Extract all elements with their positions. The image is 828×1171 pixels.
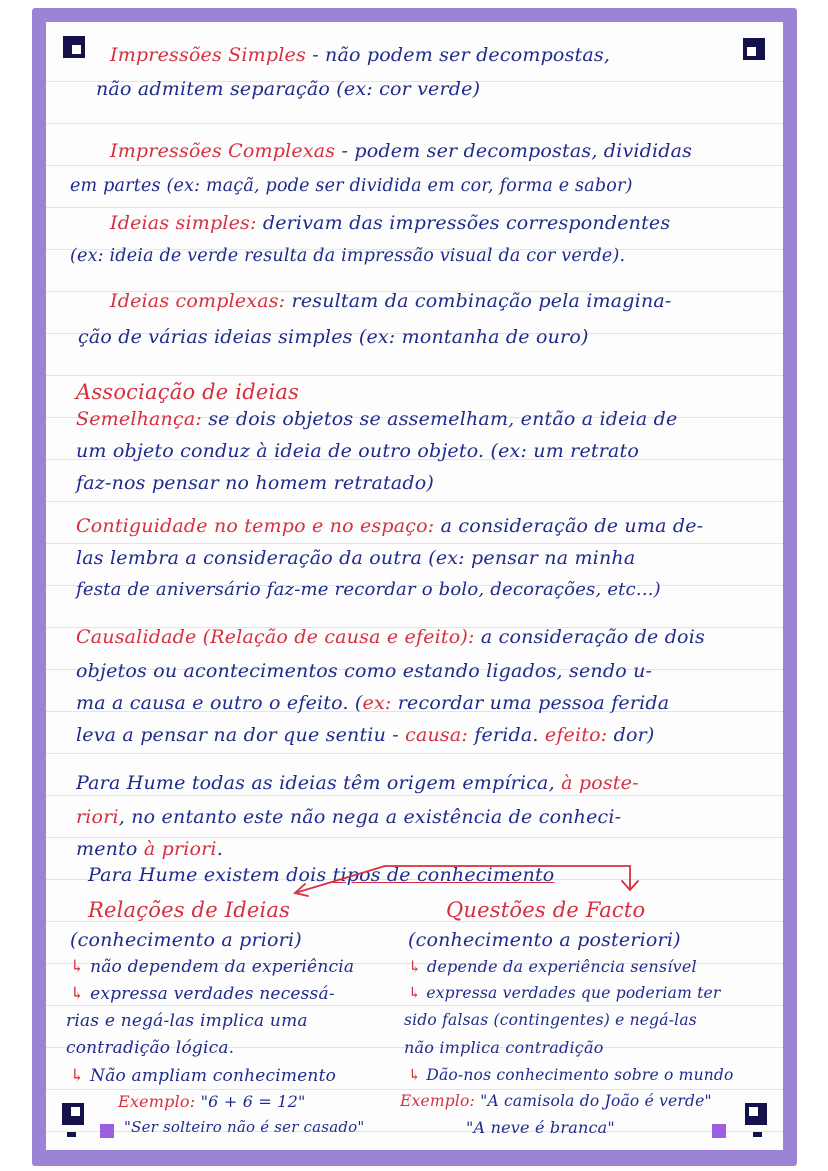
contiguidade-line-2: las lembra a consideração da outra (ex: pensar na minha bbox=[76, 547, 636, 569]
text: Dão-nos conhecimento sobre o mundo bbox=[426, 1066, 734, 1084]
impressoes-complexas-line-2: em partes (ex: maçã, pode ser dividida em cor, forma e sabor) bbox=[70, 176, 633, 196]
text: a consideração de dois bbox=[480, 626, 705, 648]
text: recordar uma pessoa ferida bbox=[391, 692, 670, 714]
text: "6 + 6 = 12" bbox=[200, 1092, 306, 1111]
questoes-example-2: "A neve é branca" bbox=[466, 1118, 615, 1137]
ideias-complexas-line-2: ção de várias ideias simples (ex: montanha de ouro) bbox=[78, 326, 589, 348]
text: , no entanto este não nega a existência de conheci- bbox=[118, 806, 622, 828]
questoes-bullet-2-cont: sido falsas (contingentes) e negá-las bbox=[404, 1011, 697, 1029]
semelhanca-line-3: faz-nos pensar no homem retratado) bbox=[76, 472, 434, 494]
heading-ideias-simples: Ideias simples: bbox=[110, 212, 257, 234]
causalidade-line-2: objetos ou acontecimentos como estando ligados, sendo u- bbox=[76, 660, 653, 682]
semelhanca-line-2: um objeto conduz à ideia de outro objeto. (ex: um retrato bbox=[76, 440, 640, 462]
relacoes-bullet-2-cont: rias e negá-las implica uma bbox=[66, 1011, 308, 1031]
causa-label: causa: bbox=[405, 724, 469, 746]
text: expressa verdades que poderiam ter bbox=[426, 984, 721, 1002]
text: resultam da combinação pela imagina- bbox=[291, 290, 672, 312]
text: Não ampliam conhecimento bbox=[90, 1066, 337, 1086]
heading-contiguidade: Contiguidade no tempo e no espaço: bbox=[76, 515, 435, 537]
relacoes-bullet-2-cont2: contradição lógica. bbox=[66, 1038, 235, 1058]
text: - não podem ser decompostas, bbox=[312, 44, 611, 66]
exemplo-label: Exemplo: bbox=[400, 1092, 475, 1110]
heading-semelhanca: Semelhança: bbox=[76, 408, 202, 430]
text: a consideração de uma de- bbox=[440, 515, 704, 537]
exemplo-label: Exemplo: bbox=[118, 1092, 196, 1111]
text: se dois objetos se assemelham, então a ideia de bbox=[208, 408, 678, 430]
relacoes-bullet-2 bbox=[70, 984, 335, 1004]
arrow-bullet-icon: ↳ bbox=[70, 957, 85, 977]
a-priori-term: à priori bbox=[143, 838, 217, 860]
text: . bbox=[216, 838, 223, 860]
text: ferida. bbox=[468, 724, 545, 746]
arrow-bullet-icon: ↳ bbox=[70, 1066, 85, 1086]
questoes-bullet-1 bbox=[408, 957, 697, 976]
text: mento bbox=[76, 838, 144, 860]
heading-ideias-complexas: Ideias complexas: bbox=[110, 290, 286, 312]
relacoes-subtitle: (conhecimento a priori) bbox=[70, 929, 302, 951]
text: Para Hume todas as ideias têm origem empírica, bbox=[76, 772, 562, 794]
relacoes-example-1 bbox=[118, 1092, 306, 1111]
efeito-label: efeito: bbox=[544, 724, 608, 746]
contiguidade-line-3: festa de aniversário faz-me recordar o bolo, decorações, etc...) bbox=[76, 579, 661, 600]
arrow-bullet-icon: ↳ bbox=[70, 984, 85, 1004]
arrow-bullet-icon: ↳ bbox=[408, 957, 422, 976]
text: depende da experiência sensível bbox=[426, 957, 697, 976]
arrow-bullet-icon: ↳ bbox=[408, 1066, 422, 1084]
text: ma a causa e outro o efeito. ( bbox=[76, 692, 363, 714]
arrow-bullet-icon: ↳ bbox=[408, 984, 422, 1002]
questoes-subtitle: (conhecimento a posteriori) bbox=[408, 929, 681, 951]
relacoes-bullet-1 bbox=[70, 957, 354, 977]
ex-label: ex: bbox=[362, 692, 392, 714]
heading-relacoes-de-ideias: Relações de Ideias bbox=[88, 898, 291, 922]
tipos-de-conhecimento-underlined: tipos de conhecimento bbox=[332, 864, 555, 886]
text: leva a pensar na dor que sentiu - bbox=[76, 724, 406, 746]
questoes-bullet-2 bbox=[408, 984, 721, 1002]
text: "A camisola do João é verde" bbox=[480, 1092, 712, 1110]
text: Para Hume existem dois bbox=[88, 864, 333, 886]
a-posteriori-term-cont: riori bbox=[76, 806, 119, 828]
questoes-bullet-2-cont2: não implica contradição bbox=[404, 1038, 604, 1057]
impressoes-simples-line-2: não admitem separação (ex: cor verde) bbox=[96, 78, 481, 100]
heading-causalidade: Causalidade (Relação de causa e efeito): bbox=[76, 626, 475, 648]
heading-impressoes-simples: Impressões Simples bbox=[110, 44, 306, 66]
a-posteriori-term: à poste- bbox=[561, 772, 639, 794]
heading-questoes-de-facto: Questões de Facto bbox=[446, 898, 646, 922]
heading-impressoes-complexas: Impressões Complexas bbox=[110, 140, 336, 162]
text: não dependem da experiência bbox=[90, 957, 355, 977]
relacoes-bullet-3 bbox=[70, 1066, 336, 1086]
questoes-example-1 bbox=[400, 1092, 712, 1110]
heading-associacao-de-ideias: Associação de ideias bbox=[76, 380, 300, 404]
text: derivam das impressões correspondentes bbox=[262, 212, 671, 234]
text: expressa verdades necessá- bbox=[90, 984, 335, 1004]
questoes-bullet-3 bbox=[408, 1066, 734, 1084]
relacoes-example-2: "Ser solteiro não é ser casado" bbox=[124, 1118, 365, 1136]
text: - podem ser decompostas, divididas bbox=[341, 140, 693, 162]
text: dor) bbox=[607, 724, 655, 746]
ideias-simples-line-2: (ex: ideia de verde resulta da impressão visual da cor verde). bbox=[70, 246, 626, 266]
